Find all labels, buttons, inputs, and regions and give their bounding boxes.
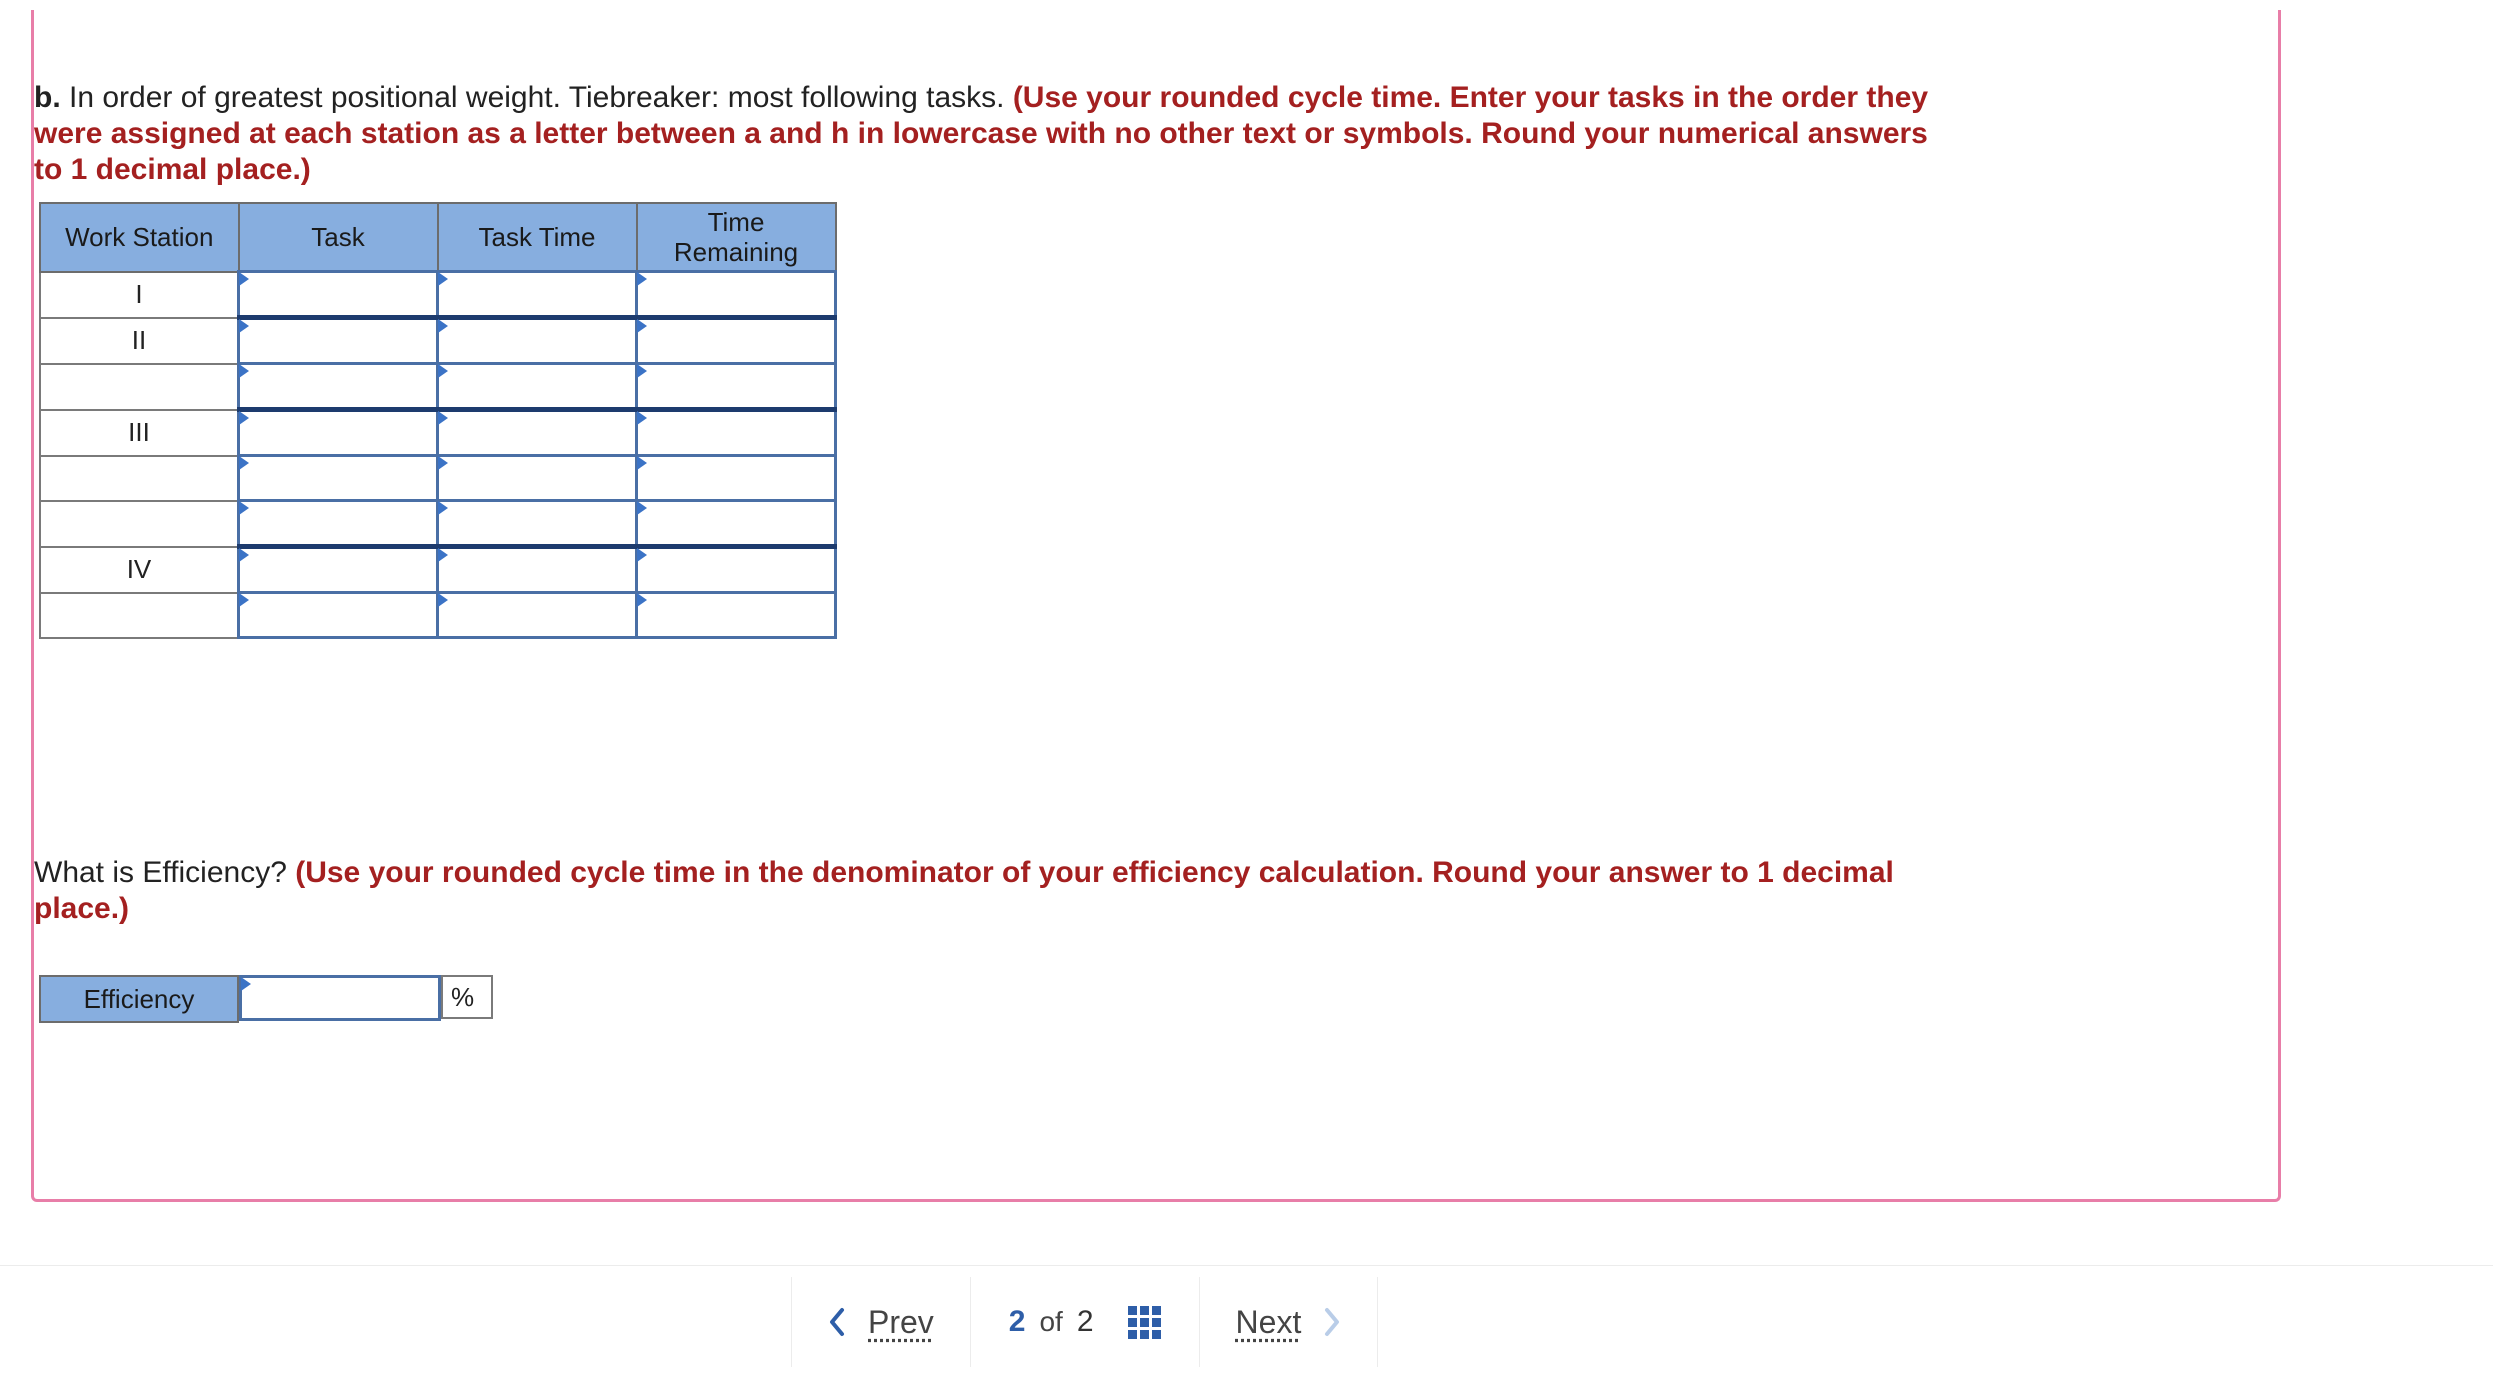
header-task: Task xyxy=(239,203,438,272)
chevron-right-icon xyxy=(1323,1307,1341,1337)
efficiency-question-text xyxy=(34,855,1934,927)
task-time-input[interactable] xyxy=(438,501,637,547)
total-pages: 2 xyxy=(1076,1305,1094,1338)
table-row xyxy=(40,456,836,501)
input-marker-icon xyxy=(239,548,249,562)
pager-divider xyxy=(1377,1277,1378,1367)
input-marker-icon xyxy=(637,593,647,607)
task-time-input[interactable] xyxy=(438,593,637,638)
header-time-remaining xyxy=(637,203,836,272)
work-station-cell xyxy=(40,501,239,547)
question-b-body: In order of greatest positional weight. Tiebreaker: most following tasks. xyxy=(60,81,1013,114)
table-header-row xyxy=(40,203,836,272)
prev-label: Prev xyxy=(868,1303,934,1340)
task-input[interactable] xyxy=(239,593,438,638)
question-b-instruction: (Use your rounded cycle time. Enter your tasks in the order they were assigned at each station as a letter between a and h in lowercase with no other text or symbols. Round your numerical answers to 1 decimal place.) xyxy=(34,81,1929,186)
task-input[interactable] xyxy=(239,364,438,410)
time-remaining-input[interactable] xyxy=(637,547,836,593)
input-marker-icon xyxy=(637,272,647,286)
header-time-remaining-line1: Time xyxy=(707,207,765,237)
table-row xyxy=(40,547,836,593)
time-remaining-input[interactable] xyxy=(637,501,836,547)
input-marker-icon xyxy=(438,364,448,378)
task-input[interactable] xyxy=(239,318,438,364)
input-marker-icon xyxy=(239,272,249,286)
question-b-text xyxy=(34,80,1934,188)
task-input[interactable] xyxy=(239,456,438,501)
input-marker-icon xyxy=(438,548,448,562)
input-marker-icon xyxy=(239,456,249,470)
time-remaining-input[interactable] xyxy=(637,364,836,410)
input-marker-icon xyxy=(239,593,249,607)
time-remaining-input[interactable] xyxy=(637,272,836,318)
table-row xyxy=(40,410,836,456)
input-marker-icon xyxy=(637,501,647,515)
input-marker-icon xyxy=(438,456,448,470)
input-marker-icon xyxy=(438,501,448,515)
input-marker-icon xyxy=(438,272,448,286)
current-page: 2 xyxy=(1008,1305,1026,1338)
work-station-cell: II xyxy=(40,318,239,364)
time-remaining-input[interactable] xyxy=(637,593,836,638)
chevron-left-icon xyxy=(828,1307,846,1337)
work-station-cell xyxy=(40,456,239,501)
task-time-input[interactable] xyxy=(438,318,637,364)
next-button[interactable] xyxy=(1200,1304,1378,1341)
input-marker-icon xyxy=(637,364,647,378)
time-remaining-input[interactable] xyxy=(637,410,836,456)
table-row xyxy=(40,272,836,318)
table-row xyxy=(40,501,836,547)
time-remaining-input[interactable] xyxy=(637,318,836,364)
work-station-cell xyxy=(40,593,239,638)
input-marker-icon xyxy=(239,411,249,425)
task-time-input[interactable] xyxy=(438,456,637,501)
input-marker-icon xyxy=(637,319,647,333)
task-time-input[interactable] xyxy=(438,410,637,456)
table-row xyxy=(40,318,836,364)
question-b-prefix: b. xyxy=(34,81,61,114)
work-station-cell xyxy=(40,364,239,410)
efficiency-row xyxy=(39,975,493,1023)
efficiency-unit: % xyxy=(441,975,493,1019)
input-marker-icon xyxy=(637,548,647,562)
input-marker-icon xyxy=(438,593,448,607)
input-marker-icon xyxy=(438,411,448,425)
efficiency-question-instruction: (Use your rounded cycle time in the denominator of your efficiency calculation. Round your answer to 1 decimal place.) xyxy=(34,856,1894,925)
workstation-table xyxy=(39,202,837,639)
header-time-remaining-line2: Remaining xyxy=(673,237,799,267)
page-indicator xyxy=(971,1305,1199,1339)
input-marker-icon xyxy=(241,977,251,991)
work-station-cell: I xyxy=(40,272,239,318)
task-input[interactable] xyxy=(239,547,438,593)
grid-view-icon[interactable] xyxy=(1128,1306,1161,1339)
efficiency-question-body: What is Efficiency? xyxy=(34,856,296,889)
efficiency-input[interactable] xyxy=(239,975,441,1021)
task-time-input[interactable] xyxy=(438,272,637,318)
table-row xyxy=(40,593,836,638)
input-marker-icon xyxy=(637,411,647,425)
table-row xyxy=(40,364,836,410)
next-label: Next xyxy=(1235,1303,1302,1340)
task-input[interactable] xyxy=(239,410,438,456)
input-marker-icon xyxy=(239,501,249,515)
footer-divider xyxy=(0,1265,2493,1266)
time-remaining-input[interactable] xyxy=(637,456,836,501)
pagination xyxy=(791,1277,1378,1367)
task-time-input[interactable] xyxy=(438,364,637,410)
header-work-station: Work Station xyxy=(40,203,239,272)
input-marker-icon xyxy=(438,319,448,333)
input-marker-icon xyxy=(239,319,249,333)
task-time-input[interactable] xyxy=(438,547,637,593)
page-of: of xyxy=(1039,1306,1063,1337)
header-task-time: Task Time xyxy=(438,203,637,272)
input-marker-icon xyxy=(239,364,249,378)
task-input[interactable] xyxy=(239,272,438,318)
task-input[interactable] xyxy=(239,501,438,547)
input-marker-icon xyxy=(637,456,647,470)
prev-button[interactable] xyxy=(792,1304,970,1341)
work-station-cell: III xyxy=(40,410,239,456)
work-station-cell: IV xyxy=(40,547,239,593)
efficiency-label: Efficiency xyxy=(39,975,239,1023)
